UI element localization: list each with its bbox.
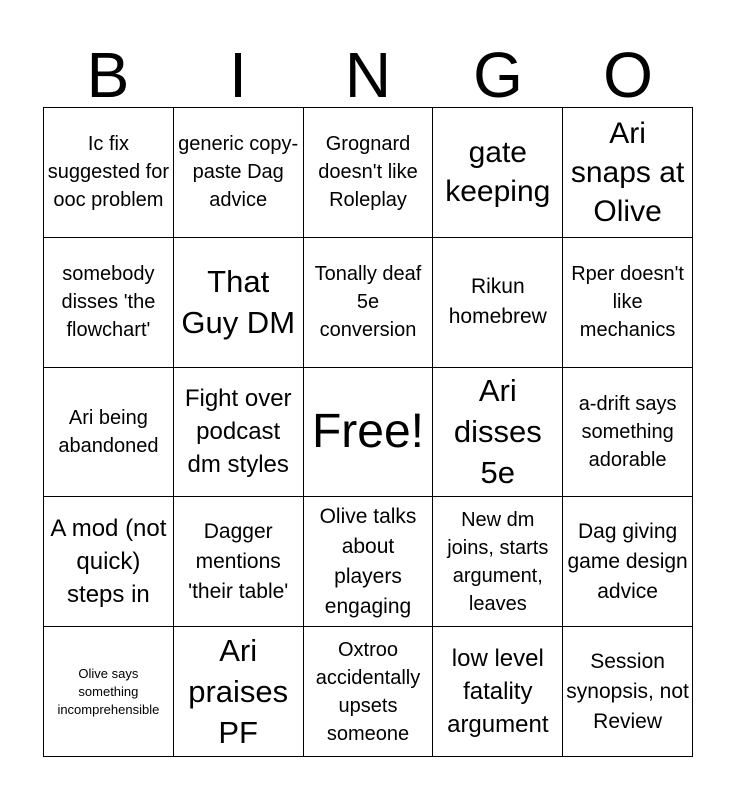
cell-text: Rikun homebrew	[448, 275, 547, 329]
cell-text: Ari praises PF	[188, 633, 289, 751]
bingo-cell[interactable]	[563, 627, 693, 757]
bingo-header	[43, 38, 693, 111]
bingo-cell[interactable]	[433, 368, 563, 498]
cell-text: Dagger mentions 'their table'	[188, 519, 289, 603]
bingo-cell[interactable]	[433, 627, 563, 757]
header-letter-g: G	[473, 39, 523, 111]
cell-text: Olive says something incomprehensible	[57, 665, 160, 717]
cell-text: A mod (not quick) steps in	[50, 515, 167, 609]
bingo-cell[interactable]	[304, 108, 434, 238]
bingo-cell[interactable]	[563, 238, 693, 368]
cell-text: Ari snaps at Olive	[570, 116, 685, 228]
cell-text: Ic fix suggested for ooc problem	[47, 133, 169, 212]
bingo-cell[interactable]	[304, 238, 434, 368]
bingo-cell[interactable]	[174, 627, 304, 757]
bingo-board	[43, 107, 693, 757]
cell-text: Olive talks about players engaging	[319, 504, 417, 618]
bingo-cell[interactable]	[174, 238, 304, 368]
cell-text: Session synopsis, not Review	[566, 649, 689, 733]
bingo-cell[interactable]	[563, 368, 693, 498]
cell-text: somebody disses 'the flowchart'	[61, 263, 156, 342]
bingo-cell[interactable]	[174, 497, 304, 627]
cell-text: Tonally deaf 5e conversion	[314, 263, 422, 342]
bingo-cell[interactable]	[174, 108, 304, 238]
header-letter-b: B	[86, 39, 130, 111]
cell-text: Ari being abandoned	[58, 406, 159, 457]
cell-text: Rper doesn't like mechanics	[571, 263, 684, 342]
bingo-cell[interactable]	[44, 238, 174, 368]
cell-text: Oxtroo accidentally upsets someone	[315, 638, 421, 745]
bingo-cell[interactable]	[44, 627, 174, 757]
header-letter-n: N	[344, 39, 392, 111]
cell-text: gate keeping	[445, 136, 551, 209]
bingo-cell[interactable]	[433, 497, 563, 627]
cell-text: New dm joins, starts argument, leaves	[447, 508, 549, 615]
bingo-cell[interactable]	[304, 497, 434, 627]
cell-text: Grognard doesn't like Roleplay	[318, 133, 418, 212]
free-space-label: Free!	[311, 404, 424, 458]
bingo-cell[interactable]	[563, 108, 693, 238]
bingo-cell[interactable]	[433, 108, 563, 238]
cell-text: Ari disses 5e	[453, 373, 542, 491]
bingo-cell[interactable]	[44, 108, 174, 238]
cell-text: a-drift says something adorable	[578, 392, 677, 471]
cell-text: low level fatality argument	[447, 645, 549, 739]
bingo-cell[interactable]	[44, 368, 174, 498]
bingo-cell[interactable]	[304, 627, 434, 757]
bingo-cell[interactable]	[563, 497, 693, 627]
header-letter-i: I	[229, 39, 247, 111]
cell-text: That Guy DM	[181, 264, 296, 341]
bingo-cell[interactable]	[44, 497, 174, 627]
header-letter-o: O	[603, 39, 653, 111]
cell-text: Fight over podcast dm styles	[184, 385, 292, 479]
bingo-cell[interactable]	[174, 368, 304, 498]
bingo-cell[interactable]	[433, 238, 563, 368]
free-space[interactable]	[304, 368, 434, 498]
cell-text: Dag giving game design advice	[567, 519, 688, 603]
cell-text: generic copy-paste Dag advice	[178, 133, 299, 212]
